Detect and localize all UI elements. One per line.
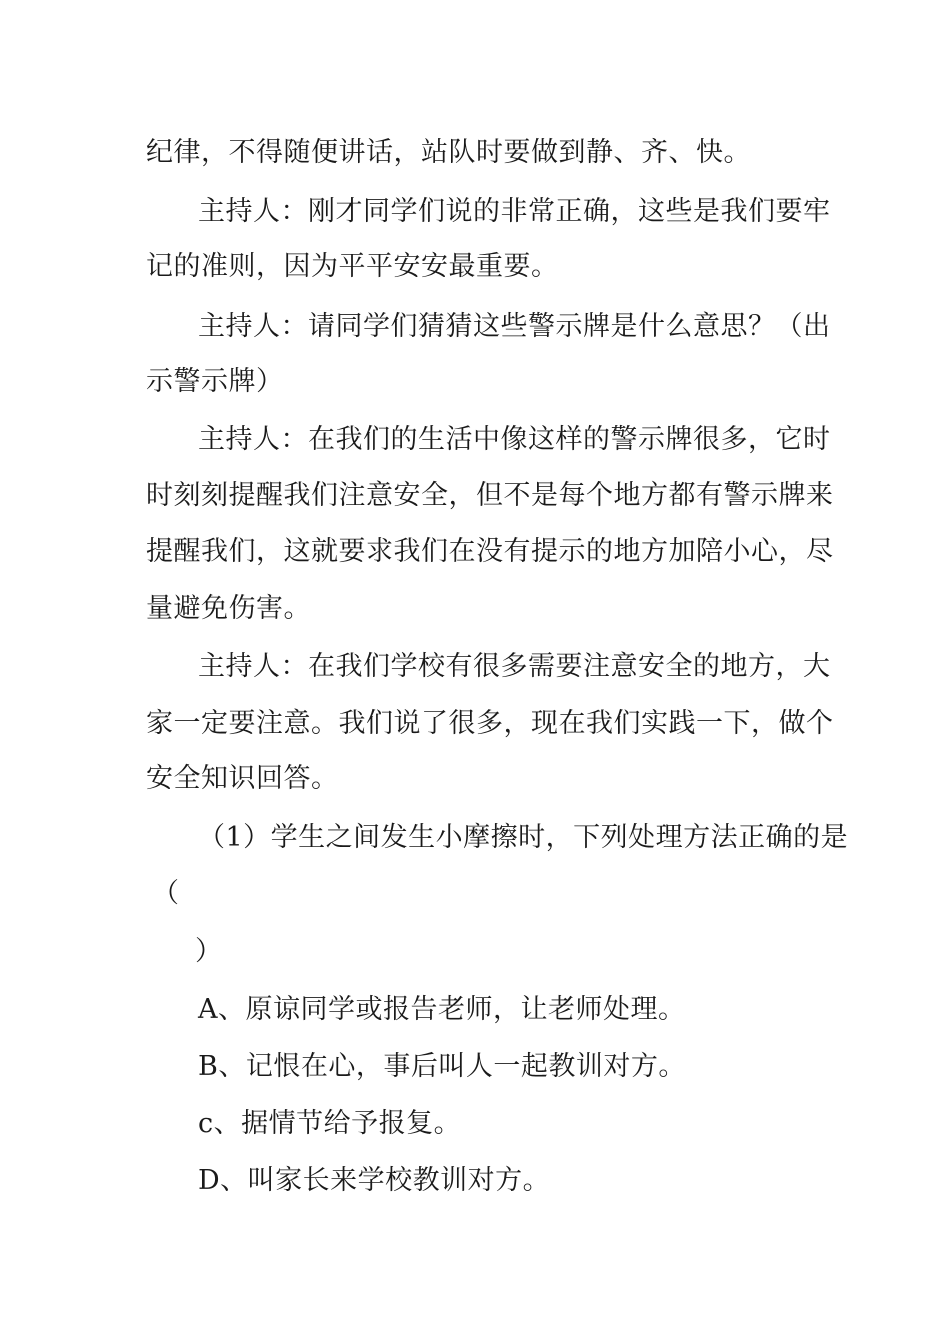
- paragraph-2-line-2: 记的准则，因为平平安安最重要。: [146, 251, 559, 282]
- paragraph-4-line-4: 量避免伤害。: [146, 593, 311, 624]
- paragraph-3-line-2: 示警示牌）: [146, 366, 284, 397]
- option-d: D、叫家长来学校教训对方。: [198, 1165, 551, 1196]
- paragraph-5-line-1: 主持人：在我们学校有很多需要注意安全的地方，大: [198, 651, 831, 682]
- paragraph-5-line-2: 家一定要注意。我们说了很多，现在我们实践一下，做个: [146, 708, 834, 739]
- paragraph-5-line-3: 安全知识回答。: [146, 763, 339, 794]
- paragraph-3-line-1: 主持人：请同学们猜猜这些警示牌是什么意思？（出: [198, 311, 831, 342]
- paragraph-4-line-1: 主持人：在我们的生活中像这样的警示牌很多，它时: [198, 424, 831, 455]
- paragraph-4-line-3: 提醒我们，这就要求我们在没有提示的地方加陪小心，尽: [146, 536, 834, 567]
- option-b: B、记恨在心，事后叫人一起教训对方。: [198, 1051, 686, 1082]
- paragraph-2-line-1: 主持人：刚才同学们说的非常正确，这些是我们要牢: [198, 196, 831, 227]
- option-c: c、据情节给予报复。: [198, 1108, 462, 1139]
- question-stem: （1）学生之间发生小摩擦时，下列处理方法正确的是: [198, 822, 849, 853]
- option-a: A、原谅同学或报告老师，让老师处理。: [198, 994, 686, 1025]
- answer-paren-close: ）: [195, 936, 223, 967]
- paragraph-1-line-1: 纪律，不得随便讲话，站队时要做到静、齐、快。: [146, 137, 751, 168]
- answer-paren-open: （: [152, 878, 180, 909]
- paragraph-4-line-2: 时刻刻提醒我们注意安全，但不是每个地方都有警示牌来: [146, 480, 834, 511]
